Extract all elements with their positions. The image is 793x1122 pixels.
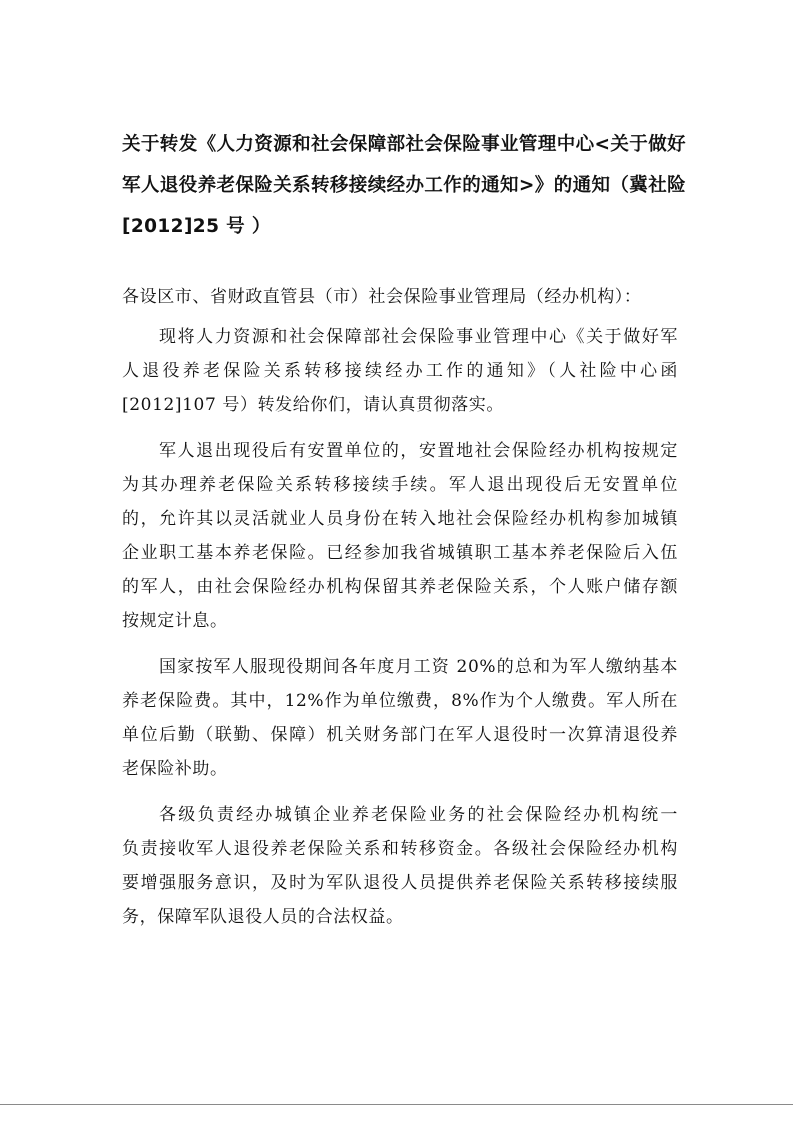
title-line: 关于转发《人力资源和社会保障部社会保险事业管理中心<关于做好 [122,134,687,155]
paragraph-line: 为其办理养老保险关系转移接续手续。军人退出现役后无安置单位 [122,475,678,495]
page-bottom-divider [0,1104,793,1105]
paragraph-line: 老保险补助。 [122,759,228,779]
paragraph [122,434,678,638]
title-line: [2012]25 号 ） [122,216,271,237]
paragraph [122,650,678,786]
paragraph-line: 按规定计息。 [122,611,228,631]
paragraph-line: [2012]107 号）转发给你们，请认真贯彻落实。 [122,395,504,415]
paragraph-line: 单位后勤（联勤、保障）机关财务部门在军人退役时一次算清退役养 [122,725,678,745]
paragraph-line: 要增强服务意识，及时为军队退役人员提供养老保险关系转移接续服 [122,873,678,893]
paragraph-line: 现将人力资源和社会保障部社会保险事业管理中心《关于做好军 [159,327,678,347]
document-body [122,280,678,934]
paragraph [122,798,678,934]
paragraph-line: 务，保障军队退役人员的合法权益。 [122,907,404,927]
paragraph-line: 的，允许其以灵活就业人员身份在转入地社会保险经办机构参加城镇 [122,509,678,529]
paragraph-line: 的军人，由社会保险经办机构保留其养老保险关系，个人账户储存额 [122,577,678,597]
salutation: 各设区市、省财政直管县（市）社会保险事业管理局（经办机构）： [122,287,642,307]
paragraph-line: 人退役养老保险关系转移接续经办工作的通知》（人社险中心函 [122,361,678,381]
paragraph-line: 军人退出现役后有安置单位的，安置地社会保险经办机构按规定 [159,441,678,461]
document-title [122,124,687,247]
paragraph-line: 企业职工基本养老保险。已经参加我省城镇职工基本养老保险后入伍 [122,543,678,563]
paragraph [122,320,678,422]
paragraph-line: 各级负责经办城镇企业养老保险业务的社会保险经办机构统一 [159,805,678,825]
paragraph-line: 负责接收军人退役养老保险关系和转移资金。各级社会保险经办机构 [122,839,678,859]
title-line: 军人退役养老保险关系转移接续经办工作的通知>》的通知（冀社险 [122,175,687,196]
paragraph-line: 国家按军人服现役期间各年度月工资 20%的总和为军人缴纳基本 [159,657,678,677]
paragraph-line: 养老保险费。其中，12%作为单位缴费，8%作为个人缴费。军人所在 [122,691,678,711]
